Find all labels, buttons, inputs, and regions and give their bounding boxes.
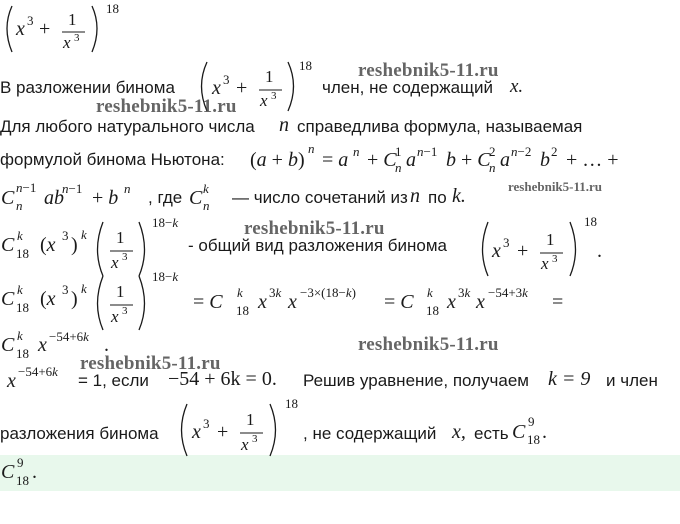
svg-text:C: C [1, 461, 15, 483]
watermark-6: reshebnik5-11.ru [80, 353, 221, 374]
svg-text:=: = [552, 291, 564, 313]
variable-k: k. [452, 185, 466, 207]
svg-text:a: a [406, 149, 416, 171]
svg-text:= C: = C [193, 291, 223, 313]
svg-text:n: n [353, 144, 360, 159]
svg-text:1: 1 [116, 228, 125, 247]
svg-text:n: n [203, 198, 210, 213]
svg-text:a: a [500, 149, 510, 171]
svg-text:): ) [71, 288, 78, 310]
svg-text:18: 18 [16, 473, 29, 488]
variable-n-2: n [410, 185, 420, 207]
svg-text:+ b: + b [92, 187, 119, 209]
svg-text:+: + [39, 18, 51, 40]
svg-text:+ … +: + … + [566, 149, 619, 171]
svg-text:9: 9 [528, 414, 535, 429]
intro-text: В разложении бинома [0, 78, 175, 97]
svg-text:18: 18 [16, 346, 29, 361]
svg-text:n−1: n−1 [16, 180, 37, 195]
svg-text:1: 1 [116, 282, 125, 301]
svg-text:n: n [395, 160, 402, 175]
svg-text:.: . [32, 461, 37, 483]
watermark-3: reshebnik5-11.ru [508, 179, 603, 194]
svg-text:3: 3 [503, 235, 510, 250]
svg-text:3: 3 [203, 416, 210, 431]
formula-intro-text-2: справедлива формула, называемая [297, 117, 583, 136]
svg-text:3: 3 [252, 433, 258, 445]
svg-text:x: x [241, 435, 249, 454]
svg-text:18: 18 [16, 300, 29, 315]
svg-text:x: x [476, 291, 485, 313]
svg-text:n: n [16, 198, 23, 213]
svg-text:18−k: 18−k [152, 215, 179, 230]
svg-text:3: 3 [122, 251, 128, 263]
svg-text:x: x [541, 254, 549, 273]
svg-text:.: . [542, 421, 547, 443]
svg-text:C: C [1, 234, 15, 256]
svg-text:x: x [63, 33, 71, 52]
svg-text:x: x [288, 291, 297, 313]
svg-text:1: 1 [68, 10, 77, 29]
equation: −54 + 6k = 0. [168, 368, 277, 390]
svg-text:(x: (x [40, 288, 56, 310]
svg-text:n−1: n−1 [417, 144, 438, 159]
svg-text:+ C: + C [461, 149, 491, 171]
watermark-5: reshebnik5-11.ru [358, 334, 499, 355]
svg-text:3: 3 [223, 72, 230, 87]
svg-text:x: x [260, 91, 268, 110]
svg-text:9: 9 [17, 455, 24, 470]
svg-text:= a: = a [322, 149, 349, 171]
svg-text:k: k [81, 281, 87, 296]
svg-text:−3×(18−k): −3×(18−k) [300, 285, 356, 300]
svg-text:k: k [203, 181, 209, 196]
watermark-1: reshebnik5-11.ru [358, 60, 499, 81]
svg-text:18: 18 [106, 1, 119, 16]
svg-text:k: k [17, 228, 23, 243]
svg-text:+: + [236, 77, 248, 99]
svg-text:C: C [512, 421, 526, 443]
svg-text:1: 1 [246, 410, 255, 429]
svg-text:x: x [111, 307, 119, 326]
newton-binomial-label: формулой бинома Ньютона: [0, 150, 225, 169]
svg-text:k: k [237, 285, 243, 300]
svg-text:x: x [492, 240, 501, 262]
is-text: есть [474, 424, 509, 443]
svg-text:18: 18 [16, 246, 29, 261]
svg-text:n: n [124, 181, 131, 196]
svg-text:x: x [111, 253, 119, 272]
general-term-text: - общий вид разложения бинома [188, 236, 448, 255]
variable-x: x. [510, 76, 524, 97]
solve-text: Решив уравнение, получаем [303, 371, 529, 390]
svg-text:18: 18 [285, 396, 298, 411]
svg-text:(x: (x [40, 234, 56, 256]
svg-text:18: 18 [299, 58, 312, 73]
svg-text:x: x [212, 77, 221, 99]
svg-text:+: + [217, 421, 229, 443]
svg-text:2: 2 [489, 144, 496, 159]
svg-text:2: 2 [551, 144, 558, 159]
svg-text:b: b [446, 149, 456, 171]
svg-text:3: 3 [62, 228, 69, 243]
binomial-final [182, 396, 548, 456]
svg-text:n: n [308, 141, 315, 156]
svg-text:1: 1 [265, 67, 274, 86]
svg-text:b: b [540, 149, 550, 171]
svg-text:3: 3 [552, 253, 558, 265]
newton-formula-tail [1, 180, 210, 213]
svg-text:C: C [1, 187, 15, 209]
svg-text:18: 18 [584, 214, 597, 229]
transformation [1, 269, 563, 330]
svg-text:3k: 3k [458, 285, 471, 300]
svg-text:3: 3 [122, 305, 128, 317]
condition [6, 364, 58, 392]
svg-text:.: . [597, 240, 602, 262]
svg-text:= C: = C [384, 291, 414, 313]
svg-text:C: C [1, 334, 15, 356]
svg-text:C: C [189, 187, 203, 209]
svg-text:1: 1 [395, 144, 402, 159]
svg-text:C: C [1, 288, 15, 310]
where-text: , где [148, 188, 183, 207]
svg-text:−54+6k: −54+6k [18, 364, 58, 379]
svg-text:n−1: n−1 [62, 181, 83, 196]
svg-text:3k: 3k [269, 285, 282, 300]
svg-text:x: x [7, 370, 16, 392]
svg-text:3: 3 [74, 32, 80, 44]
svg-text:x: x [447, 291, 456, 313]
combinations-text: — число сочетаний из [232, 188, 408, 207]
svg-text:n−2: n−2 [511, 144, 532, 159]
watermark-4: reshebnik5-11.ru [244, 218, 385, 239]
svg-text:−54+3k: −54+3k [488, 285, 528, 300]
svg-text:3: 3 [27, 13, 34, 28]
svg-text:+ C: + C [367, 149, 397, 171]
k-value: k = 9 [548, 368, 591, 390]
svg-text:x: x [38, 334, 47, 356]
newton-formula [250, 141, 619, 175]
member-text: член, не содержащий [322, 78, 494, 97]
svg-text:+: + [517, 240, 529, 262]
svg-text:): ) [71, 234, 78, 256]
svg-text:18: 18 [527, 432, 540, 447]
svg-text:k: k [81, 227, 87, 242]
svg-text:(a + b): (a + b) [250, 149, 305, 171]
formula-intro-text: Для любого натурального числа [0, 117, 255, 136]
not-containing-text: , не содержащий [303, 424, 437, 443]
svg-text:x: x [16, 18, 25, 40]
svg-text:ab: ab [44, 187, 64, 209]
svg-text:k: k [427, 285, 433, 300]
svg-text:−54+6k: −54+6k [49, 329, 89, 344]
svg-text:3: 3 [62, 282, 69, 297]
svg-text:18: 18 [236, 303, 249, 318]
variable-n: n [279, 114, 289, 136]
svg-text:3: 3 [271, 90, 277, 102]
and-member-text: и член [606, 371, 658, 390]
svg-text:k: k [17, 282, 23, 297]
svg-text:n: n [489, 160, 496, 175]
binomial-expansion-text: разложения бинома [0, 424, 159, 443]
binomial-top [7, 1, 119, 52]
svg-text:x: x [258, 291, 267, 313]
svg-text:k: k [17, 328, 23, 343]
svg-text:.: . [104, 334, 109, 356]
condition-text: = 1, если [78, 371, 149, 390]
by-text: по [428, 188, 447, 207]
svg-text:18: 18 [426, 303, 439, 318]
final-answer [1, 455, 37, 488]
watermark-2: reshebnik5-11.ru [96, 96, 237, 117]
svg-text:x: x [192, 421, 201, 443]
variable-x-2: x, [452, 421, 466, 443]
svg-text:18−k: 18−k [152, 269, 179, 284]
svg-text:1: 1 [546, 230, 555, 249]
